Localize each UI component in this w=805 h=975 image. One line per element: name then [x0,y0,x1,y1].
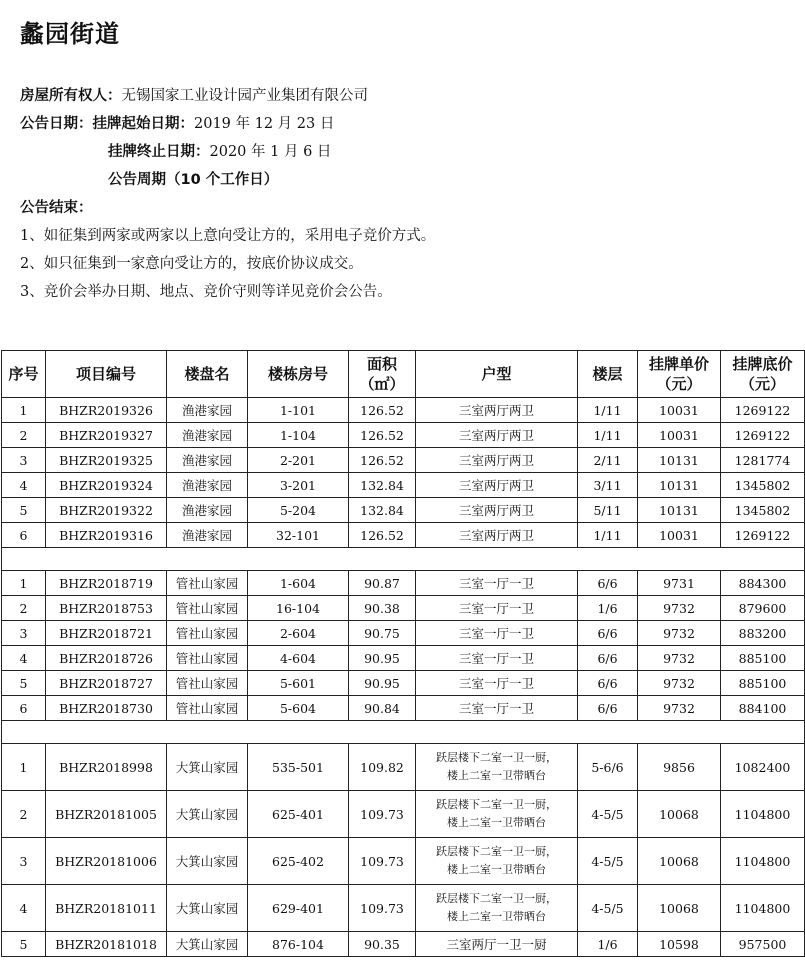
col-unit-cell: 1-604 [248,571,349,596]
col-seq-cell: 6 [2,696,46,721]
header-col-layout: 户型 [416,351,578,398]
col-project-id-cell: BHZR20181011 [46,885,167,932]
col-unit-cell: 2-201 [248,448,349,473]
col-project-id-cell: BHZR20181006 [46,838,167,885]
col-reserve-price-cell: 885100 [721,646,805,671]
col-unit-cell: 876-104 [248,932,349,957]
result-line [20,194,790,222]
header-col-seq: 序号 [2,351,46,398]
header-col-reserve-price: 挂牌底价 （元） [721,351,805,398]
col-area-cell: 126.52 [349,423,416,448]
col-unit-cell: 625-401 [248,791,349,838]
owner-value: 无锡国家工业设计园产业集团有限公司 [121,88,368,104]
col-reserve-price-cell: 884300 [721,571,805,596]
col-unit-price-cell: 10031 [638,423,721,448]
result-label: 公告结束： [20,200,93,216]
col-seq-cell: 3 [2,838,46,885]
group-separator-cell [2,721,805,744]
col-floor-cell: 1/11 [578,523,638,548]
col-seq-cell: 5 [2,932,46,957]
col-estate-cell: 管社山家园 [167,696,248,721]
col-area-cell: 126.52 [349,448,416,473]
col-seq-cell: 1 [2,571,46,596]
col-reserve-price-cell: 1082400 [721,744,805,791]
period-line [20,166,790,194]
col-unit-price-cell: 10031 [638,398,721,423]
group-separator-row [2,721,805,744]
col-layout-cell: 三室一厅一卫 [416,596,578,621]
col-area-cell: 126.52 [349,523,416,548]
header-col-floor: 楼层 [578,351,638,398]
col-seq-cell: 5 [2,671,46,696]
col-unit-cell: 629-401 [248,885,349,932]
col-estate-cell: 管社山家园 [167,621,248,646]
col-layout-cell: 三室一厅一卫 [416,646,578,671]
col-unit-cell: 1-101 [248,398,349,423]
col-layout-cell: 跃层楼下二室一卫一厨， 楼上二室一卫带晒台 [416,791,578,838]
col-estate-cell: 大箕山家园 [167,744,248,791]
table-row [2,932,805,957]
col-unit-price-cell: 10131 [638,498,721,523]
col-unit-price-cell: 9731 [638,571,721,596]
header-col-unit: 楼栋房号 [248,351,349,398]
col-seq-cell: 1 [2,398,46,423]
col-layout-cell: 三室两厅两卫 [416,448,578,473]
col-seq-cell: 2 [2,596,46,621]
col-reserve-price-cell: 1104800 [721,838,805,885]
col-layout-cell: 三室一厅一卫 [416,671,578,696]
col-unit-cell: 5-204 [248,498,349,523]
col-floor-cell: 1/6 [578,932,638,957]
page-title: 蠡园街道 [20,20,120,48]
col-area-cell: 90.35 [349,932,416,957]
col-seq-cell: 2 [2,423,46,448]
col-project-id-cell: BHZR2018721 [46,621,167,646]
header-col-estate: 楼盘名 [167,351,248,398]
col-reserve-price-cell: 1104800 [721,885,805,932]
col-estate-cell: 渔港家园 [167,473,248,498]
table-row [2,473,805,498]
col-estate-cell: 大箕山家园 [167,838,248,885]
col-estate-cell: 大箕山家园 [167,791,248,838]
col-estate-cell: 渔港家园 [167,423,248,448]
listing-table [1,350,805,957]
col-unit-cell: 5-601 [248,671,349,696]
table-row [2,571,805,596]
table-row [2,523,805,548]
col-floor-cell: 1/11 [578,398,638,423]
col-layout-cell: 三室一厅一卫 [416,571,578,596]
col-reserve-price-cell: 884100 [721,696,805,721]
col-seq-cell: 3 [2,621,46,646]
col-seq-cell: 3 [2,448,46,473]
col-unit-price-cell: 10131 [638,448,721,473]
col-project-id-cell: BHZR2019322 [46,498,167,523]
col-floor-cell: 6/6 [578,646,638,671]
col-seq-cell: 1 [2,744,46,791]
col-unit-price-cell: 9856 [638,744,721,791]
col-area-cell: 90.95 [349,646,416,671]
table-row [2,671,805,696]
col-project-id-cell: BHZR2019324 [46,473,167,498]
col-layout-cell: 三室两厅两卫 [416,398,578,423]
col-unit-price-cell: 9732 [638,596,721,621]
col-unit-cell: 2-604 [248,621,349,646]
col-layout-cell: 三室两厅两卫 [416,423,578,448]
col-unit-price-cell: 10068 [638,885,721,932]
start-label: 挂牌起始日期： [92,116,194,132]
col-unit-price-cell: 10598 [638,932,721,957]
header-col-unit-price: 挂牌单价 （元） [638,351,721,398]
col-unit-cell: 625-402 [248,838,349,885]
owner-label: 房屋所有权人： [20,88,122,104]
col-reserve-price-cell: 1269122 [721,523,805,548]
col-layout-cell: 三室两厅一卫一厨 [416,932,578,957]
col-floor-cell: 4-5/5 [578,838,638,885]
col-unit-price-cell: 9732 [638,621,721,646]
col-area-cell: 90.38 [349,596,416,621]
col-layout-cell: 三室一厅一卫 [416,696,578,721]
col-unit-cell: 32-101 [248,523,349,548]
col-project-id-cell: BHZR2019325 [46,448,167,473]
col-floor-cell: 6/6 [578,571,638,596]
table-row [2,398,805,423]
col-estate-cell: 渔港家园 [167,498,248,523]
group-separator-row [2,548,805,571]
group-separator-cell [2,548,805,571]
col-reserve-price-cell: 1281774 [721,448,805,473]
col-estate-cell: 渔港家园 [167,523,248,548]
col-seq-cell: 4 [2,885,46,932]
table-row [2,696,805,721]
col-layout-cell: 三室两厅两卫 [416,523,578,548]
col-project-id-cell: BHZR2018753 [46,596,167,621]
col-floor-cell: 2/11 [578,448,638,473]
col-layout-cell: 跃层楼下二室一卫一厨， 楼上二室一卫带晒台 [416,744,578,791]
col-unit-cell: 3-201 [248,473,349,498]
col-unit-cell: 5-604 [248,696,349,721]
table-row [2,646,805,671]
table-row [2,596,805,621]
col-layout-cell: 跃层楼下二室一卫一厨， 楼上二室一卫带晒台 [416,838,578,885]
col-floor-cell: 4-5/5 [578,885,638,932]
end-date-line [20,138,790,166]
col-floor-cell: 1/6 [578,596,638,621]
start-value: 2019 年 12 月 23 日 [194,116,335,132]
owner-line [20,82,790,110]
col-area-cell: 90.95 [349,671,416,696]
rule-3: 3、竞价会举办日期、地点、竞价守则等详见竞价会公告。 [20,284,392,300]
col-floor-cell: 4-5/5 [578,791,638,838]
start-date-line [20,110,790,138]
rule-2: 2、如只征集到一家意向受让方的，按底价协议成交。 [20,256,363,272]
col-reserve-price-cell: 885100 [721,671,805,696]
col-unit-cell: 16-104 [248,596,349,621]
period-text: 公告周期（10 个工作日） [108,172,279,188]
col-unit-price-cell: 9732 [638,696,721,721]
col-floor-cell: 6/6 [578,621,638,646]
table-row [2,448,805,473]
table-row [2,838,805,885]
header-col-project-id: 项目编号 [46,351,167,398]
col-area-cell: 109.73 [349,838,416,885]
col-unit-price-cell: 10068 [638,838,721,885]
notice-block [20,82,790,306]
date-label: 公告日期： [20,116,93,132]
col-project-id-cell: BHZR20181018 [46,932,167,957]
table-row [2,885,805,932]
col-floor-cell: 6/6 [578,696,638,721]
end-value: 2020 年 1 月 6 日 [209,144,332,160]
col-estate-cell: 大箕山家园 [167,885,248,932]
col-project-id-cell: BHZR2018998 [46,744,167,791]
col-area-cell: 90.87 [349,571,416,596]
col-unit-cell: 535-501 [248,744,349,791]
col-seq-cell: 5 [2,498,46,523]
col-reserve-price-cell: 1345802 [721,473,805,498]
col-estate-cell: 管社山家园 [167,596,248,621]
table-row [2,498,805,523]
col-floor-cell: 5/11 [578,498,638,523]
col-reserve-price-cell: 1269122 [721,398,805,423]
table-row [2,423,805,448]
col-unit-price-cell: 9732 [638,646,721,671]
col-floor-cell: 5-6/6 [578,744,638,791]
col-project-id-cell: BHZR2019327 [46,423,167,448]
col-reserve-price-cell: 957500 [721,932,805,957]
col-seq-cell: 4 [2,473,46,498]
table-row [2,791,805,838]
col-floor-cell: 1/11 [578,423,638,448]
col-reserve-price-cell: 1269122 [721,423,805,448]
table-body [2,398,805,957]
col-project-id-cell: BHZR2019316 [46,523,167,548]
table-row [2,744,805,791]
col-reserve-price-cell: 879600 [721,596,805,621]
col-layout-cell: 三室两厅两卫 [416,498,578,523]
col-unit-price-cell: 10068 [638,791,721,838]
col-area-cell: 109.73 [349,885,416,932]
col-project-id-cell: BHZR2018719 [46,571,167,596]
col-seq-cell: 4 [2,646,46,671]
col-estate-cell: 管社山家园 [167,646,248,671]
col-area-cell: 126.52 [349,398,416,423]
col-area-cell: 132.84 [349,473,416,498]
col-estate-cell: 管社山家园 [167,571,248,596]
col-reserve-price-cell: 883200 [721,621,805,646]
col-unit-price-cell: 10131 [638,473,721,498]
col-seq-cell: 6 [2,523,46,548]
col-layout-cell: 三室一厅一卫 [416,621,578,646]
col-estate-cell: 渔港家园 [167,448,248,473]
col-estate-cell: 渔港家园 [167,398,248,423]
col-layout-cell: 三室两厅两卫 [416,473,578,498]
col-unit-price-cell: 10031 [638,523,721,548]
header-col-area: 面积 （㎡） [349,351,416,398]
col-layout-cell: 跃层楼下二室一卫一厨， 楼上二室一卫带晒台 [416,885,578,932]
col-project-id-cell: BHZR2018730 [46,696,167,721]
col-floor-cell: 6/6 [578,671,638,696]
col-project-id-cell: BHZR2018726 [46,646,167,671]
col-seq-cell: 2 [2,791,46,838]
col-estate-cell: 大箕山家园 [167,932,248,957]
col-area-cell: 109.73 [349,791,416,838]
col-unit-cell: 1-104 [248,423,349,448]
col-project-id-cell: BHZR20181005 [46,791,167,838]
col-unit-price-cell: 9732 [638,671,721,696]
end-label: 挂牌终止日期： [108,144,210,160]
col-area-cell: 90.75 [349,621,416,646]
col-reserve-price-cell: 1345802 [721,498,805,523]
col-project-id-cell: BHZR2019326 [46,398,167,423]
col-area-cell: 132.84 [349,498,416,523]
col-reserve-price-cell: 1104800 [721,791,805,838]
rule-1: 1、如征集到两家或两家以上意向受让方的，采用电子竞价方式。 [20,228,436,244]
col-project-id-cell: BHZR2018727 [46,671,167,696]
col-floor-cell: 3/11 [578,473,638,498]
col-area-cell: 109.82 [349,744,416,791]
col-estate-cell: 管社山家园 [167,671,248,696]
col-unit-cell: 4-604 [248,646,349,671]
table-row [2,621,805,646]
col-area-cell: 90.84 [349,696,416,721]
header-row [2,351,805,398]
